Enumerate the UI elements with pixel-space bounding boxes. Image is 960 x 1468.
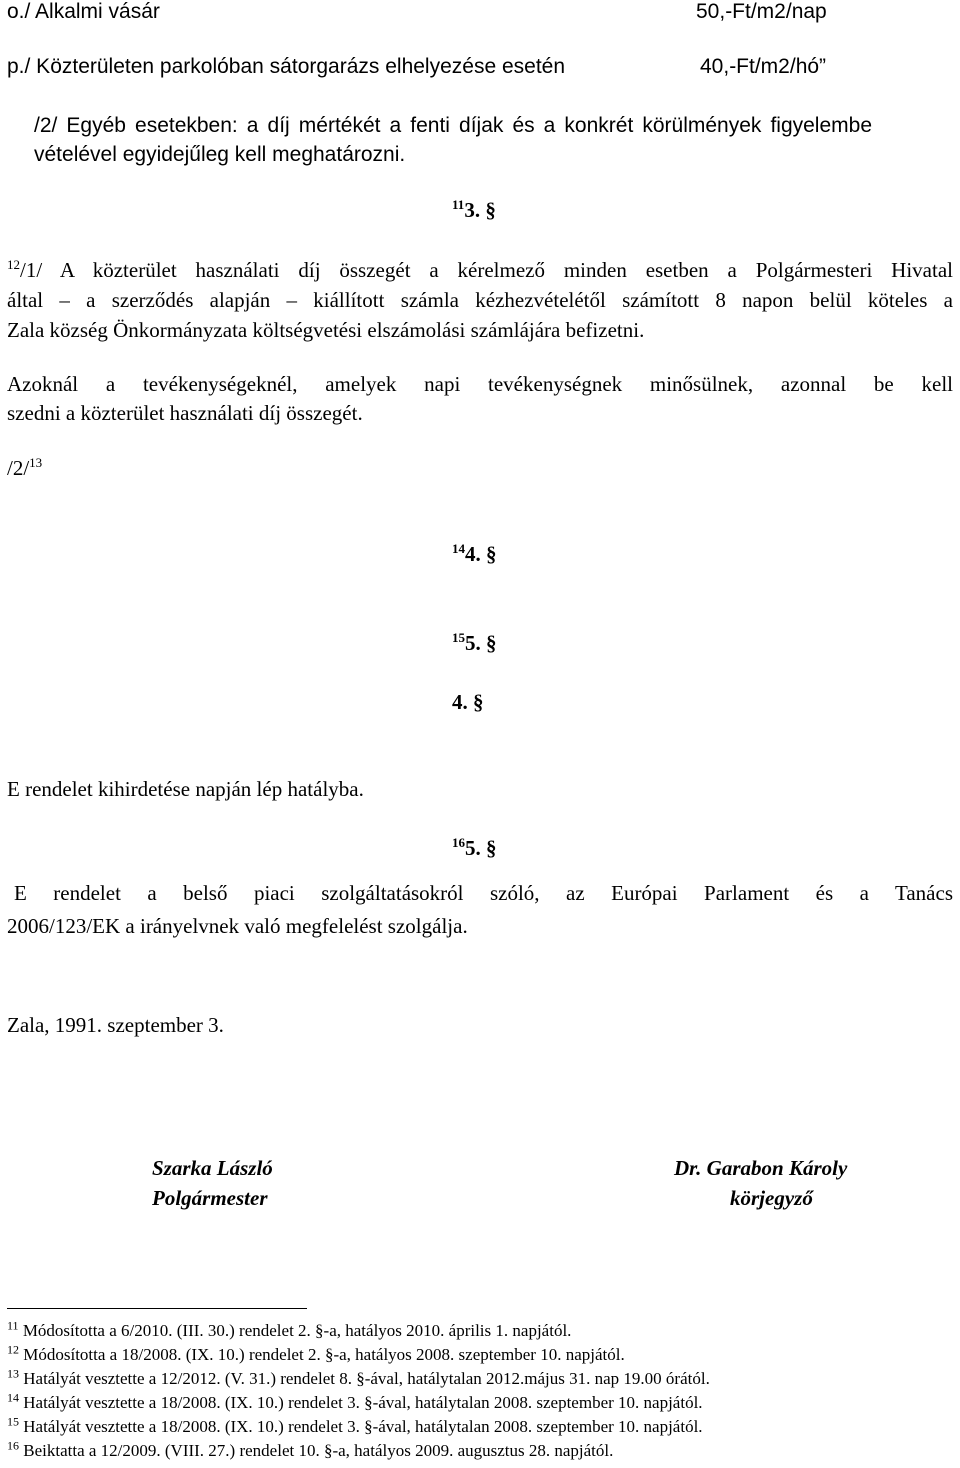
section-4b-heading: 4. § <box>452 690 484 714</box>
section-3-p1-line1: $^{12}$/1/ A közterület használati díj összegét a kérelmező minden esetben a Polgármesteri Hivatal <box>7 257 953 282</box>
fee-p-value: 40,-Ft/m2/hó” <box>700 55 827 78</box>
footnote-13: $^{13}$ Hatályát vesztette a 12/2012. (V. 31.) rendelet 8. §-ával, hatálytalan 2012.május 31. nap 19.00 órától. <box>7 1366 710 1388</box>
footnote-ref-11: 11 <box>452 197 465 212</box>
signature-right-title: körjegyző <box>730 1186 813 1210</box>
fee-p-label: p./ Közterületen parkolóban sátorgarázs elhelyezése esetén <box>7 55 566 78</box>
section-3-p2-line1: Azoknál a tevékenységeknél, amelyek napi tevékenységnek minősülnek, azonnal be kell <box>7 372 953 396</box>
signature-left-title: Polgármester <box>152 1186 268 1210</box>
footnote-16: $^{16}$ Beiktatta a 12/2009. (VIII. 27.) rendelet 10. §-a, hatályos 2009. augusztus 28. napjától. <box>7 1438 614 1460</box>
section-3-p1-line3: Zala község Önkormányzata költségvetési elszámolási számlájára befizetni. <box>7 318 645 342</box>
place-date: Zala, 1991. szeptember 3. <box>7 1013 224 1037</box>
footnote-14: $^{14}$ Hatályát vesztette a 18/2008. (IX. 10.) rendelet 3. §-ával, hatálytalan 2008. szeptember 10. napjától. <box>7 1390 703 1412</box>
section-3-p3: /2/$^{13}$ <box>7 455 43 480</box>
section-3-heading: $^{11}$3. § <box>452 197 496 222</box>
section-5b-line2: 2006/123/EK a irányelvnek való megfelelést szolgálja. <box>7 914 468 938</box>
section-4a-heading: $^{14}$4. § <box>452 541 497 566</box>
footnote-15: $^{15}$ Hatályát vesztette a 18/2008. (IX. 10.) rendelet 3. §-ával, hatálytalan 2008. szeptember 10. napjától. <box>7 1414 703 1436</box>
section-3-p2-line2: szedni a közterület használati díj összegét. <box>7 401 363 425</box>
section-5a-heading: $^{15}$5. § <box>452 630 497 655</box>
footnote-ref-14: 14 <box>452 541 466 556</box>
para2-line1: /2/ Egyéb esetekben: a díj mértékét a fenti díjak és a konkrét körülmények figyelembe <box>34 114 872 137</box>
fee-o-value: 50,-Ft/m2/nap <box>696 0 827 23</box>
section-5b-heading: $^{16}$5. § <box>452 835 497 860</box>
footnote-11: $^{11}$ Módosította a 6/2010. (III. 30.) rendelet 2. §-a, hatályos 2010. április 1. napjától. <box>7 1318 572 1340</box>
footnote-12: $^{12}$ Módosította a 18/2008. (IX. 10.) rendelet 2. §-a, hatályos 2008. szeptember 10. napjától. <box>7 1342 625 1364</box>
footnote-ref-16: 16 <box>452 835 466 850</box>
footnote-ref-15: 15 <box>452 630 466 645</box>
section-5b-line1: E rendelet a belső piaci szolgáltatásokról szóló, az Európai Parlament és a Tanács <box>14 881 953 905</box>
signature-right-name: Dr. Garabon Károly <box>674 1156 848 1180</box>
footnote-separator <box>7 1308 307 1309</box>
footnote-ref-13: 13 <box>29 455 43 470</box>
fee-o-label: o./ Alkalmi vásár <box>7 0 160 23</box>
section-4b-text: E rendelet kihirdetése napján lép hatályba. <box>7 777 364 801</box>
footnote-ref-12: 12 <box>7 257 21 272</box>
signature-left-name: Szarka László <box>152 1156 273 1180</box>
section-3-p1-line2: által – a szerződés alapján – kiállított számla kézhezvételétől számított 8 napon belül köteles a <box>7 288 953 312</box>
para2-line2: vételével egyidejűleg kell meghatározni. <box>34 143 406 166</box>
